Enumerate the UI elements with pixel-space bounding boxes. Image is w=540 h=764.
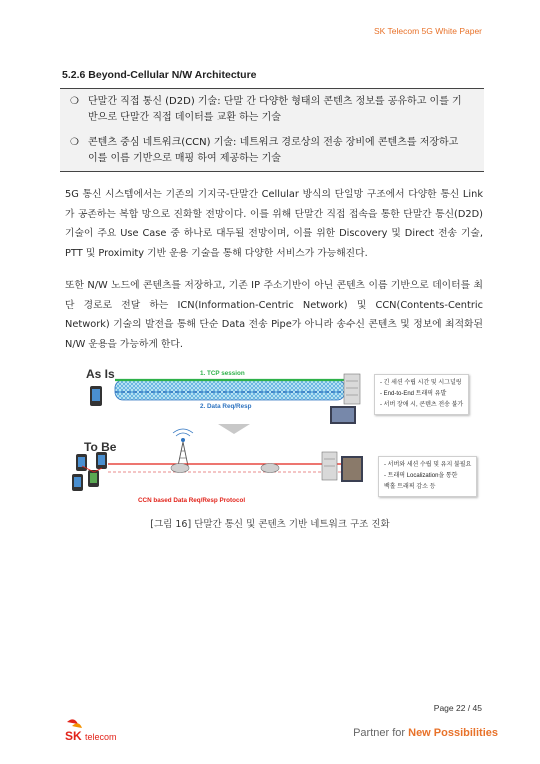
note-line: - 긴 세션 수립 시간 및 시그널링	[380, 380, 462, 386]
figure-caption: [그림 16] 단말간 통신 및 콘텐츠 기반 네트워크 구조 진화	[150, 519, 390, 530]
note-line: - End-to-End 트래픽 유발	[380, 391, 447, 397]
content-thumbnail-icon	[330, 406, 356, 424]
to-be-label: To Be	[84, 440, 117, 454]
note-line: - 서버 장애 시, 콘텐츠 전송 불가	[380, 402, 464, 408]
network-pipe	[115, 380, 345, 400]
bullet-text: 콘텐츠 중심 네트워크(CCN) 기술: 네트워크 경로상의 전송 장비에 콘텐츠를 저장하고 이를 이름 기반으로 매핑 하여 제공하는 기술	[88, 137, 459, 164]
summary-bullet	[70, 135, 468, 167]
document-header-title: SK Telecom 5G White Paper	[373, 26, 482, 36]
arrow-down-icon	[218, 424, 250, 434]
summary-box	[60, 88, 484, 172]
network-evolution-figure	[60, 360, 490, 510]
logo-telecom-text: telecom	[85, 732, 117, 742]
to-be-notes	[378, 456, 477, 497]
ccn-protocol-label: CCN based Data Req/Resp Protocol	[138, 497, 246, 504]
server-icon	[322, 452, 337, 480]
body-paragraph: 또한 N/W 노드에 콘텐츠를 저장하고, 기존 IP 주소기반이 아닌 콘텐츠 이름 기반으로 데이터를 최단 경로로 전달 하는 ICN(Information-Centric Network) 및 CCN(Contents-Centric Network) 기술의 발전을 통해 단순 Data 전송 Pipe가 아니라 송수신 콘텐츠 및 정보에 최적화된 N/W 운용을 가능하게 한다.	[65, 280, 483, 350]
bullet-circle-icon: ❍	[70, 137, 79, 148]
router-node-icon	[171, 464, 189, 473]
body-paragraph: 5G 통신 시스템에서는 기존의 기지국-단말간 Cellular 방식의 단일망 구조에서 다양한 통신 Link가 공존하는 복합 망으로 진화할 전망이다. 이를 위해 단말간 직접 접속을 통한 단말간 통신(D2D) 기술이 주요 Use Case 중 하나로 대두될 전망이며, 이를 위한 Discovery 및 Direct 전송 기술, PTT 및 Proximity 기반 운용 기술을 통해 다양한 서비스가 가능해진다.	[65, 189, 483, 259]
as-is-notes	[374, 374, 469, 415]
sk-butterfly-logo-icon	[62, 714, 132, 744]
content-thumbnail-icon	[341, 456, 363, 482]
phone-icon	[96, 452, 107, 469]
as-is-label: As Is	[86, 367, 115, 381]
phone-icon	[88, 470, 99, 487]
note-line: 백홀 트래픽 감소 등	[384, 484, 436, 490]
tcp-session-label: 1. TCP session	[200, 370, 245, 377]
logo-sk-text: SK	[65, 729, 82, 743]
section-title: 5.2.6 Beyond-Cellular N/W Architecture	[62, 69, 257, 81]
summary-bullet	[70, 94, 468, 126]
phone-icon	[76, 454, 87, 471]
router-node-icon	[261, 464, 279, 473]
tagline	[353, 727, 498, 739]
tagline-highlight: New Possibilities	[408, 727, 498, 739]
page-number: Page 22 / 45	[433, 703, 482, 713]
note-line: - 트래픽 Localization을 통한	[384, 473, 458, 479]
base-station-tower-icon	[173, 429, 193, 466]
phone-icon	[90, 386, 102, 406]
tagline-prefix: Partner for	[353, 727, 409, 739]
sk-telecom-logo	[62, 714, 132, 744]
server-icon	[344, 374, 360, 404]
data-request-label: 2. Data Req/Resp	[200, 403, 252, 410]
phone-icon	[72, 474, 83, 491]
bullet-text: 단말간 직접 통신 (D2D) 기술: 단말 간 다양한 형태의 콘텐츠 정보를 공유하고 이를 기반으로 단말간 직접 데이터를 교환 하는 기술	[88, 96, 462, 123]
note-line: - 서버와 세션 수립 및 유지 불필요	[384, 462, 472, 468]
bullet-circle-icon: ❍	[70, 96, 79, 107]
